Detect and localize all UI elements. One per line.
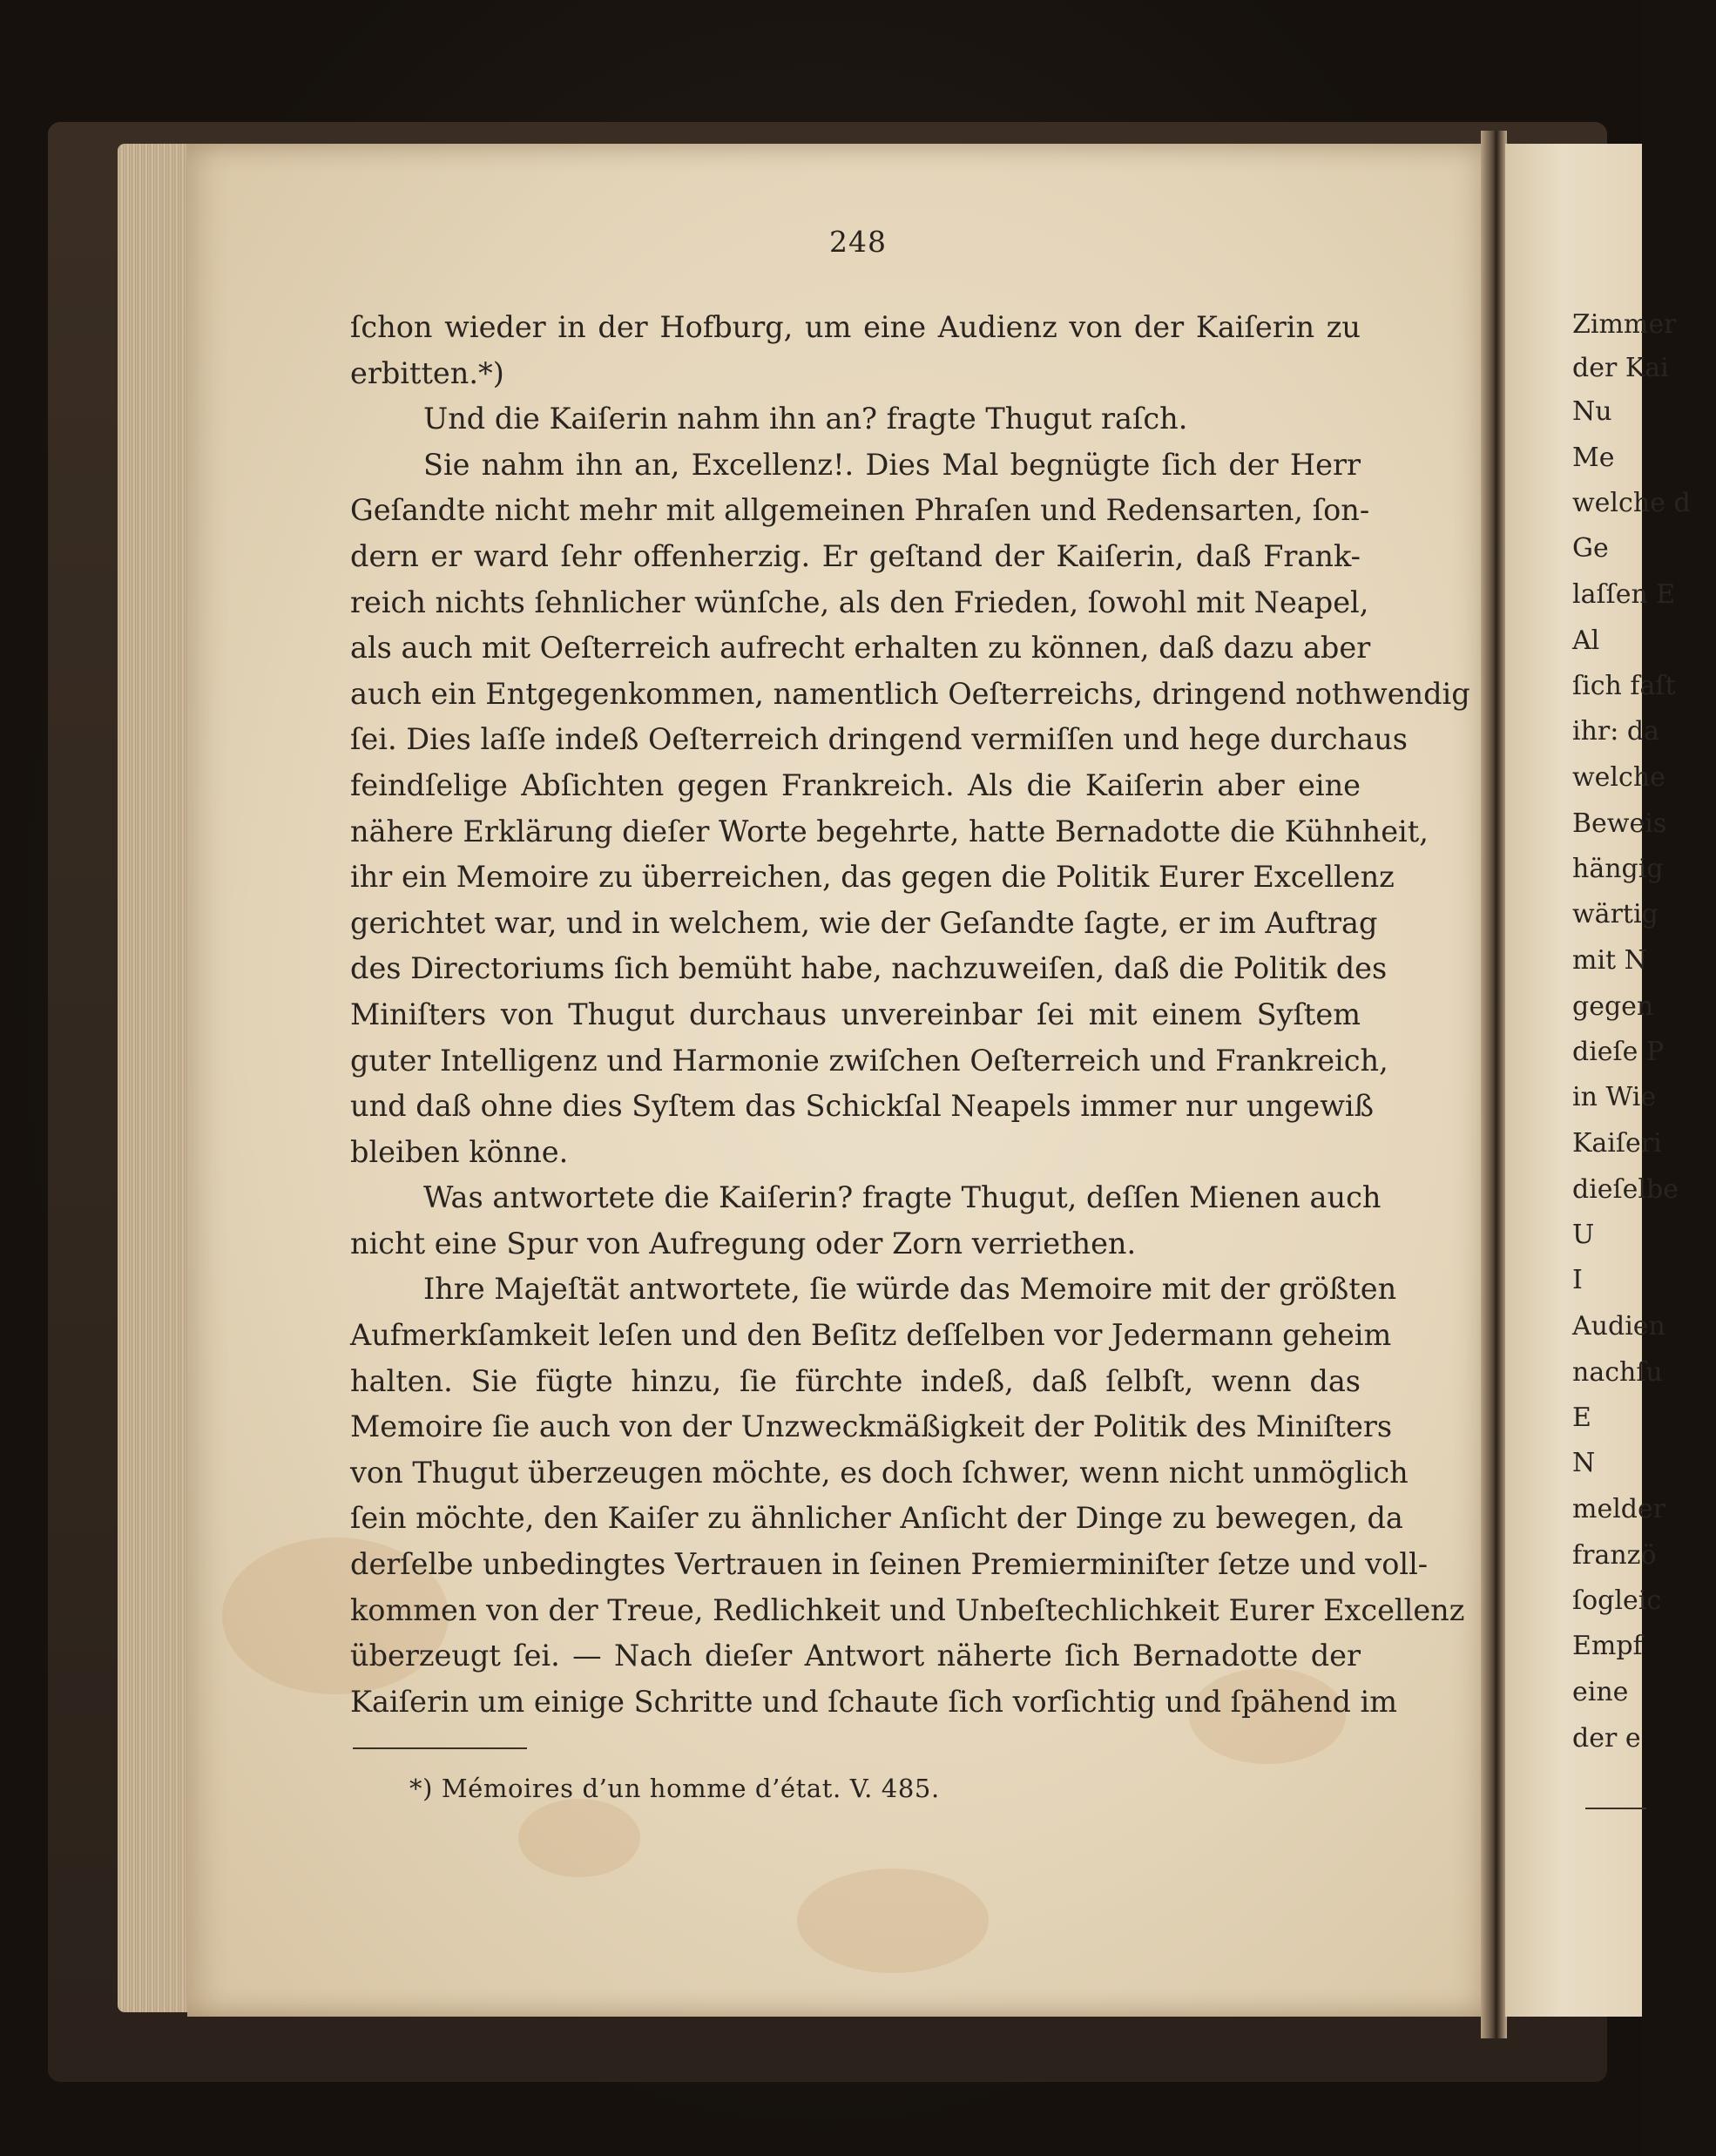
facing-page-fragment: ſich faſt [1572,671,1676,701]
facing-page-fragment: dieſelbe [1572,1174,1679,1205]
body-text [350,305,1470,1725]
text-line: Kaiſerin um einige Schritte und ſchaute ſich vorſichtig und ſpähend im [350,1684,1398,1719]
facing-page-fragment: Ge [1572,533,1609,564]
text-line: gerichtet war, und in welchem, wie der Geſandte ſagte, er im Auftrag [350,905,1378,940]
text-line: kommen von der Treue, Redlichkeit und Unbeſtechlichkeit Eurer Excellenz [350,1592,1465,1627]
facing-page-fragment: wärtig [1572,899,1659,929]
text-line: des Directoriums ſich bemüht habe, nachzuweiſen, daß die Politik des [350,951,1388,986]
text-line: ihr ein Memoire zu überreichen, das gegen die Politik Eurer Excellenz [350,860,1395,895]
facing-page-fragment: eine [1572,1677,1629,1707]
stain [797,1869,989,1973]
facing-page-fragment: ihr: da [1572,716,1659,747]
page-number: 248 [829,225,887,259]
text-line: guter Intelligenz und Harmonie zwiſchen Oeſterreich und Frankreich, [350,1043,1388,1078]
footnote: *) Mémoires d’un homme d’état. V. 485. [409,1774,940,1803]
facing-page-rule [1585,1808,1646,1809]
facing-page-fragment: ſogleic [1572,1585,1662,1616]
text-line: von Thugut überzeugen möchte, es doch ſchwer, wenn nicht unmöglich [350,1455,1409,1490]
facing-page-fragment: Beweis [1572,808,1667,839]
facing-page-fragment: U [1572,1220,1595,1250]
facing-page-fragment: hängig [1572,854,1664,884]
text-line: überzeugt ſei. — Nach dieſer Antwort näherte ſich Bernadotte der [350,1639,1361,1673]
facing-page-fragment: gegen [1572,991,1654,1022]
text-line: nähere Erklärung dieſer Worte begehrte, hatte Bernadotte die Kühnheit, [350,814,1429,848]
facing-page-fragment: mit N [1572,945,1647,976]
facing-page-fragment: N [1572,1448,1596,1478]
facing-page-fragment: welche [1572,762,1665,793]
text-line: ſchon wieder in der Hofburg, um eine Audienz von der Kaiſerin zu [350,310,1361,344]
text-line: Sie nahm ihn an, Excellenz!. Dies Mal begnügte ſich der Herr [423,447,1361,482]
text-line: Geſandte nicht mehr mit allgemeinen Phraſen und Redensarten, ſon- [350,493,1370,528]
text-line: und daß ohne dies Syſtem das Schickſal Neapels immer nur ungewiß [350,1089,1375,1124]
facing-page-fragment: melder [1572,1494,1666,1524]
text-line: erbitten.*) [350,355,504,390]
facing-page-fragment: laſſen E [1572,579,1676,610]
text-line: Miniſters von Thugut durchaus unvereinbar ſei mit einem Syſtem [350,997,1361,1031]
facing-page-fragment: Al [1572,625,1600,656]
text-line: reich nichts ſehnlicher wünſche, als den Frieden, ſowohl mit Neapel, [350,585,1369,619]
text-line: bleiben könne. [350,1134,569,1169]
facing-page-fragment: welche d [1572,488,1691,518]
text-line: Memoire ſie auch von der Unzweckmäßigkeit der Politik des Miniſters [350,1409,1393,1444]
facing-page-fragment: I [1572,1265,1583,1295]
text-line: auch ein Entgegenkommen, namentlich Oeſterreichs, dringend nothwendig [350,676,1470,711]
text-line: halten. Sie fügte hinzu, ſie fürchte indeß, daß ſelbſt, wenn das [350,1363,1361,1398]
facing-page-fragment: franzö [1572,1540,1657,1571]
text-line: ſein möchte, den Kaiſer zu ähnlicher Anſicht der Dinge zu bewegen, da [350,1501,1403,1536]
facing-page-fragment: Audien [1572,1311,1665,1342]
facing-page-fragment: nachſu [1572,1357,1663,1388]
text-line: als auch mit Oeſterreich aufrecht erhalten zu können, daß dazu aber [350,631,1371,666]
facing-page-fragment: Me [1572,443,1615,473]
text-line: dern er ward ſehr offenherzig. Er geſtand der Kaiſerin, daß Frank- [350,538,1361,573]
facing-page-fragment: Empf [1572,1631,1643,1661]
footnote-rule [353,1747,527,1749]
text-line: Ihre Majeſtät antwortete, ſie würde das Memoire mit der größten [423,1272,1397,1307]
text-line: nicht eine Spur von Aufregung oder Zorn verriethen. [350,1226,1137,1260]
book-spine [1481,131,1507,2038]
facing-page-fragment: dieſe P [1572,1037,1665,1067]
text-line: Was antwortete die Kaiſerin? fragte Thugut, deſſen Mienen auch [423,1180,1382,1215]
facing-page-fragment: der e [1572,1723,1641,1754]
facing-page-fragment: Zimmer [1572,309,1677,340]
text-line: feindſelige Abſichten gegen Frankreich. Als die Kaiſerin aber eine [350,767,1361,802]
stain [518,1799,640,1877]
facing-page-fragment: der Kai [1572,353,1669,383]
facing-page-fragment: Kaiſeri [1572,1128,1662,1159]
facing-page-fragment: in Wie [1572,1082,1657,1112]
facing-page-fragment: Nu [1572,396,1612,427]
text-line: Und die Kaiſerin nahm ihn an? fragte Thugut raſch. [423,402,1188,436]
text-line: derſelbe unbedingtes Vertrauen in ſeinen Premierminiſter ſetze und voll- [350,1547,1429,1582]
text-line: ſei. Dies laſſe indeß Oeſterreich dringend vermiſſen und hege durchaus [350,722,1408,757]
facing-page-fragment: E [1572,1402,1591,1433]
text-line: Aufmerkſamkeit leſen und den Beſitz deſſelben vor Jedermann geheim [350,1318,1392,1353]
